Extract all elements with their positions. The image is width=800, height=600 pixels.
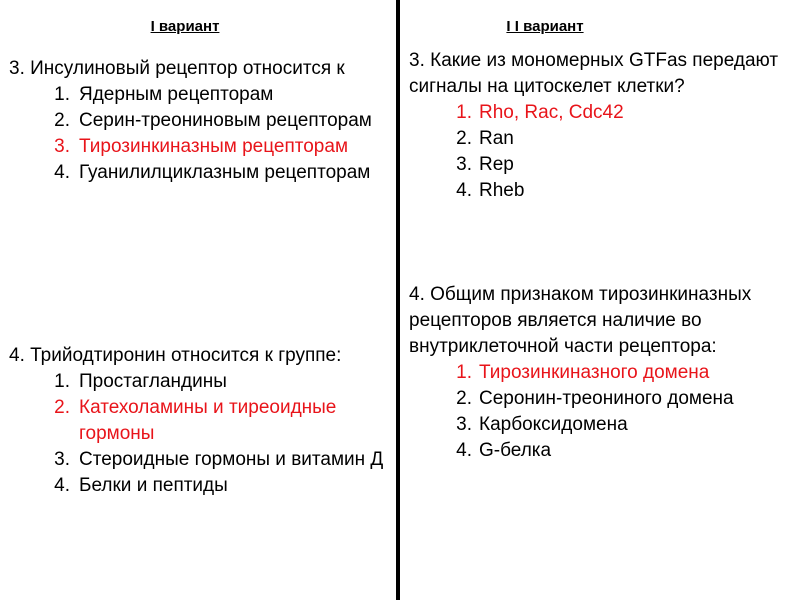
answer-option (409, 152, 789, 178)
answer-number: 3. (456, 414, 472, 435)
answer-text: Стероидные гормоны и витамин Д (79, 449, 384, 470)
answer-option (9, 369, 394, 395)
answer-text: G-белка (479, 440, 552, 461)
answer-option (9, 447, 394, 473)
answer-text: Катехоламины и тиреоидные гормоны (79, 397, 337, 444)
answer-text: Серин-треониновым рецепторам (79, 110, 372, 131)
answer-text: Rho, Rac, Cdc42 (479, 102, 624, 123)
answer-text: Гуанилилциклазным рецепторам (79, 162, 371, 183)
answer-option (409, 360, 794, 386)
answer-number: 2. (456, 128, 472, 149)
variant-2-title: I I вариант (506, 18, 584, 35)
answer-option (409, 438, 794, 464)
answer-list (9, 369, 394, 499)
question-text: 3. Инсулиновый рецептор относится к (9, 58, 345, 79)
answer-number: 3. (456, 154, 472, 175)
question-text: 4. Трийодтиронин относится к группе: (9, 345, 342, 366)
variant-1-question-4 (9, 343, 394, 499)
answer-text: Белки и пептиды (79, 475, 228, 496)
answer-number: 1. (456, 102, 472, 123)
answer-option (9, 108, 394, 134)
answer-text: Тирозинкиназным рецепторам (79, 136, 349, 157)
answer-option (9, 82, 394, 108)
variant-1-question-3 (9, 56, 394, 186)
answer-text: Ядерным рецепторам (79, 84, 274, 105)
question-text: 4. Общим признаком тирозинкиназных рецепторов является наличие во внутриклеточной части рецептора: (409, 284, 752, 357)
question-text: 3. Какие из мономерных GTFas передают сигналы на цитоскелет клетки? (409, 50, 779, 97)
answer-option (9, 160, 394, 186)
answer-option (409, 386, 794, 412)
answer-list (409, 100, 789, 204)
answer-number: 1. (456, 362, 472, 383)
answer-number: 4. (456, 440, 472, 461)
answer-list (409, 360, 794, 464)
answer-option (409, 412, 794, 438)
answer-option (409, 178, 789, 204)
answer-text: Rep (479, 154, 514, 175)
answer-number: 4. (54, 475, 70, 496)
variant-1-title: I вариант (150, 18, 220, 35)
answer-text: Простагландины (79, 371, 227, 392)
answer-option (409, 100, 789, 126)
answer-number: 4. (54, 162, 70, 183)
variant-2-question-3 (409, 48, 789, 204)
answer-number: 1. (54, 84, 70, 105)
answer-option (409, 126, 789, 152)
answer-number: 2. (456, 388, 472, 409)
answer-text: Тирозинкиназного домена (479, 362, 710, 383)
answer-number: 4. (456, 180, 472, 201)
answer-list (9, 82, 394, 186)
answer-option (9, 134, 394, 160)
answer-number: 2. (54, 110, 70, 131)
answer-number: 3. (54, 449, 70, 470)
column-divider (396, 0, 400, 600)
answer-text: Ran (479, 128, 514, 149)
variant-2-question-4 (409, 282, 794, 464)
answer-text: Карбоксидомена (479, 414, 628, 435)
answer-number: 3. (54, 136, 70, 157)
answer-option (9, 473, 394, 499)
answer-option (9, 395, 394, 447)
answer-text: Rheb (479, 180, 525, 201)
answer-number: 1. (54, 371, 70, 392)
answer-number: 2. (54, 397, 70, 418)
answer-text: Серонин-треониного домена (479, 388, 734, 409)
